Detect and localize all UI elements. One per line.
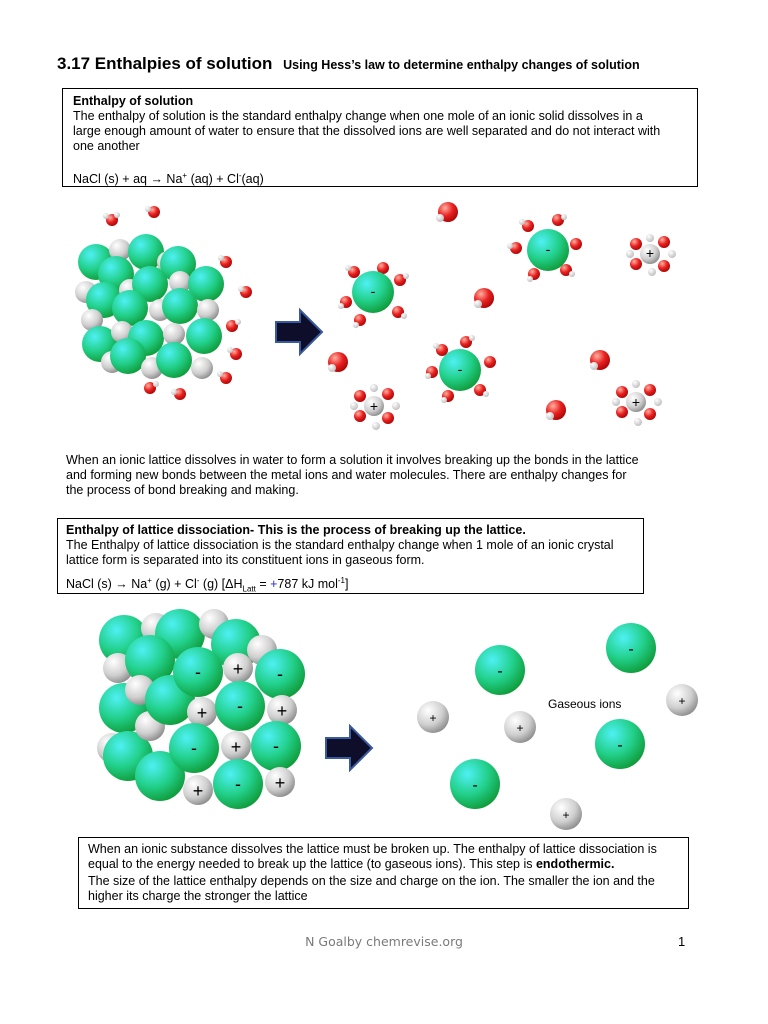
svg-text:+: + bbox=[192, 781, 204, 801]
box2-eq-sup-minus: - bbox=[196, 576, 200, 585]
svg-text:-: - bbox=[472, 777, 478, 794]
lattice-dissociation-diagram bbox=[0, 600, 768, 835]
box3-line2-text: equal to the energy needed to break up the lattice (to gaseous ions). This step is bbox=[88, 857, 536, 871]
box2-heading: Enthalpy of lattice dissociation- This is the process of breaking up the lattice. bbox=[66, 523, 526, 537]
box1-line2: large enough amount of water to ensure that the dissolved ions are well separated and do not interact with bbox=[73, 124, 661, 138]
box1-equation bbox=[73, 168, 687, 187]
svg-text:-: - bbox=[628, 641, 634, 658]
box1-eq-part: (aq) + Cl bbox=[190, 172, 239, 187]
box2-line2: lattice form is separated into its constituent ions in gaseous form. bbox=[66, 553, 425, 567]
box1-heading: Enthalpy of solution bbox=[73, 94, 194, 108]
svg-text:+: + bbox=[645, 245, 655, 261]
box1-eq-sup-minus: - bbox=[238, 171, 242, 180]
nacl-lattice-2 bbox=[97, 609, 305, 809]
box3-line3: The size of the lattice enthalpy depends on the size and charge on the ion. The smaller the ion and the bbox=[88, 874, 655, 888]
arrow-icon bbox=[276, 310, 322, 354]
svg-text:+: + bbox=[196, 703, 208, 723]
box2-eq-plus: + bbox=[270, 577, 278, 592]
hydrated-anion bbox=[338, 262, 409, 328]
page-number: 1 bbox=[678, 934, 686, 949]
svg-text:+: + bbox=[232, 659, 244, 679]
para1-line1: When an ionic lattice dissolves in water to form a solution it involves breaking up the bonds in the lattice bbox=[66, 453, 639, 467]
box2-equation bbox=[66, 573, 635, 597]
svg-text:+: + bbox=[678, 694, 686, 708]
title-main: 3.17 Enthalpies of solution bbox=[57, 54, 273, 73]
hydrated-cation bbox=[350, 384, 400, 430]
svg-text:-: - bbox=[235, 774, 241, 794]
svg-text:+: + bbox=[516, 721, 524, 735]
svg-text:+: + bbox=[230, 737, 242, 757]
svg-text:-: - bbox=[237, 696, 243, 716]
svg-text:+: + bbox=[631, 394, 641, 410]
arrow-icon bbox=[326, 726, 372, 770]
box2-eq-part: ] bbox=[345, 577, 349, 592]
svg-text:-: - bbox=[195, 662, 201, 682]
para1-line2: and forming new bonds between the metal ions and water molecules. There are enthalpy changes for bbox=[66, 468, 627, 482]
box2-eq-part: 787 kJ mol bbox=[277, 577, 338, 592]
box3-endothermic: endothermic. bbox=[535, 857, 615, 871]
box2-eq-part: = bbox=[255, 577, 271, 592]
hydrated-cation bbox=[612, 380, 662, 426]
box1-eq-part: NaCl (s) + aq → Na bbox=[73, 172, 183, 187]
box2-eq-sup-plus: + bbox=[147, 576, 152, 585]
box2-eq-part: (g) + Cl bbox=[155, 577, 197, 592]
lattice-dissociation-box bbox=[57, 518, 644, 594]
svg-text:+: + bbox=[369, 398, 379, 414]
box2-line1: The Enthalpy of lattice dissociation is the standard enthalpy change when 1 mole of an ionic crystal bbox=[66, 538, 614, 552]
box2-eq-part: (g) [ΔH bbox=[202, 577, 243, 592]
box1-eq-sup-plus: + bbox=[182, 171, 188, 180]
svg-text:-: - bbox=[273, 736, 279, 756]
box2-eq-part: NaCl (s) → Na bbox=[66, 577, 148, 592]
hydrated-cation bbox=[626, 234, 676, 276]
lattice-summary-box bbox=[78, 837, 689, 909]
enthalpy-of-solution-box bbox=[62, 88, 698, 187]
box1-line1: The enthalpy of solution is the standard enthalpy change when one mole of an ionic solid dissolves in a bbox=[73, 109, 643, 123]
nacl-lattice-1 bbox=[75, 234, 224, 379]
box3-line4: higher its charge the stronger the lattice bbox=[88, 889, 308, 903]
box2-eq-sub: Latt bbox=[242, 584, 256, 594]
svg-text:-: - bbox=[457, 361, 463, 377]
svg-text:-: - bbox=[370, 283, 376, 299]
svg-text:-: - bbox=[617, 737, 623, 754]
svg-text:-: - bbox=[277, 664, 283, 684]
svg-text:+: + bbox=[562, 808, 570, 822]
dissolving-paragraph bbox=[66, 453, 706, 498]
gaseous-ions bbox=[417, 623, 698, 830]
page-title bbox=[57, 54, 640, 74]
dissolving-diagram bbox=[0, 190, 768, 450]
svg-text:+: + bbox=[274, 773, 286, 793]
box1-line3: one another bbox=[73, 139, 140, 153]
hydrated-anion bbox=[507, 214, 582, 282]
box3-line1: When an ionic substance dissolves the lattice must be broken up. The enthalpy of lattice dissociation is bbox=[88, 842, 657, 856]
box2-eq-sup: -1 bbox=[337, 576, 345, 585]
svg-text:-: - bbox=[497, 663, 503, 680]
svg-text:-: - bbox=[545, 241, 551, 257]
footer-credit: N Goalby chemrevise.org bbox=[305, 934, 463, 949]
box1-eq-part: (aq) bbox=[241, 172, 264, 187]
svg-text:-: - bbox=[191, 738, 197, 758]
svg-text:+: + bbox=[429, 711, 437, 725]
svg-text:+: + bbox=[276, 701, 288, 721]
para1-line3: the process of bond breaking and making. bbox=[66, 483, 299, 497]
title-subtitle: Using Hess’s law to determine enthalpy changes of solution bbox=[283, 58, 640, 72]
hydrated-anion bbox=[425, 335, 496, 403]
box3-line2 bbox=[88, 857, 679, 872]
gaseous-ions-label: Gaseous ions bbox=[548, 697, 622, 711]
